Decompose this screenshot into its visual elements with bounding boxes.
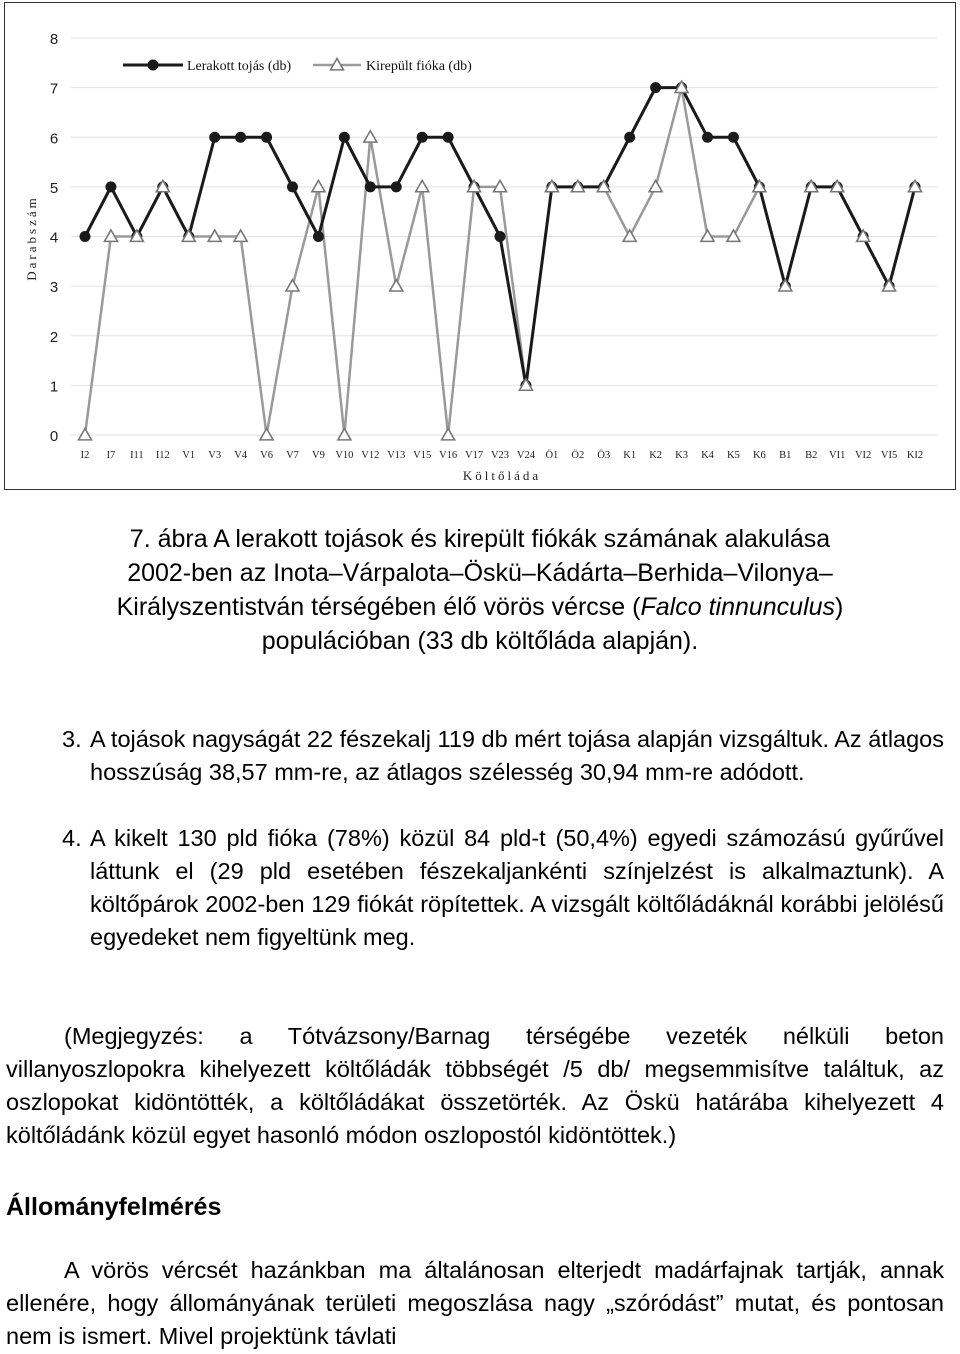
data-point — [417, 132, 428, 143]
data-point — [287, 181, 298, 192]
x-tick-label: V1 — [182, 450, 196, 461]
x-tick-label: I11 — [130, 450, 144, 461]
x-tick-label: V10 — [335, 450, 354, 461]
caption-text: Királyszentistván térségében élő vörös vércse ( — [116, 593, 641, 621]
y-tick-label: 0 — [49, 428, 59, 445]
line-chart — [5, 3, 955, 489]
x-tick-label: Ö2 — [571, 450, 585, 461]
x-tick-label: V24 — [516, 450, 535, 461]
figure-caption — [40, 522, 920, 658]
data-point — [443, 132, 454, 143]
data-point — [365, 181, 376, 192]
data-point — [702, 132, 713, 143]
data-point — [650, 82, 661, 93]
x-tick-label: I12 — [155, 450, 170, 461]
data-point — [339, 132, 350, 143]
list-item-text: A kikelt 130 pld fióka (78%) közül 84 pld-t (50,4%) egyedi számozású gyűrűvel láttunk el (29 pld esetében fészekaljankénti színjelzést is alkalmaztunk). A költőpárok 2002-ben 129 fiókát röpítettek. A vizsgált költőládáknál korábbi jelölésű egyedeket nem figyeltünk meg. — [90, 825, 944, 950]
x-tick-label: V3 — [208, 450, 222, 461]
data-point — [390, 280, 403, 291]
data-point — [105, 181, 116, 192]
y-tick-label: 4 — [49, 229, 59, 247]
list-item-number: 3. — [62, 726, 82, 752]
x-axis-title: Költőláda — [462, 468, 542, 483]
x-tick-label: I2 — [80, 450, 90, 461]
y-tick-label: 8 — [49, 31, 59, 48]
data-point — [623, 230, 636, 241]
x-tick-label: K3 — [675, 450, 688, 461]
y-axis-title: Darabszám — [24, 195, 39, 281]
data-point — [209, 132, 220, 143]
list-item — [62, 822, 944, 954]
data-point — [313, 231, 324, 242]
x-tick-label: VI5 — [880, 450, 898, 461]
y-tick-label: 7 — [49, 80, 59, 98]
data-point — [235, 132, 246, 143]
x-tick-label: VI1 — [829, 450, 846, 461]
x-tick-label: V6 — [260, 450, 273, 461]
data-point — [391, 181, 402, 192]
x-tick-label: B2 — [805, 450, 818, 461]
x-tick-label: KI2 — [906, 450, 924, 461]
legend-label: Kirepült fióka (db) — [366, 59, 472, 74]
legend-label: Lerakott tojás (db) — [187, 59, 292, 74]
data-point — [495, 231, 506, 242]
species-name: Falco tinnunculus — [640, 593, 836, 621]
body-paragraph: A vörös vércsét hazánkban ma általánosan elterjedt madárfajnak tartják, annak ellenére, hogy állományának területi megoszlása nagy „szóródást” mutat, és pontosan nem is ismert. Mivel projektünk távlati — [6, 1257, 944, 1349]
note-paragraph: (Megjegyzés: a Tótvázsony/Barnag térségébe vezeték nélküli beton villanyoszlopokra kihelyezett költőládák többségét /5 db/ megsemmisítve találtuk, az oszlopokat kidöntötték, a költőládákat összetörték. Az Öskü határába kihelyezett 4 költőládánk közül egyet hasonló módon oszlopostól kidöntöttek.) — [6, 1023, 944, 1148]
caption-line: 2002-ben az Inota–Várpalota–Öskü–Kádárta–Berhida–Vilonya– — [127, 559, 833, 587]
x-tick-label: V7 — [286, 450, 299, 461]
data-point — [624, 132, 635, 143]
list-item — [62, 723, 944, 789]
x-tick-label: VI2 — [854, 450, 872, 461]
data-point — [649, 180, 662, 191]
section-heading: Állományfelmérés — [6, 1193, 222, 1221]
data-point — [338, 429, 351, 440]
data-point — [80, 231, 91, 242]
x-tick-label: Ö3 — [597, 450, 611, 461]
data-point — [312, 180, 325, 191]
y-tick-label: 3 — [49, 279, 59, 297]
data-point — [416, 180, 429, 191]
x-tick-label: V12 — [361, 450, 380, 461]
x-tick-label: V16 — [439, 450, 458, 461]
x-tick-label: V15 — [413, 450, 432, 461]
data-point — [728, 132, 739, 143]
caption-line: populációban (33 db költőláda alapján). — [261, 627, 699, 655]
x-tick-label: V13 — [387, 450, 406, 461]
x-tick-label: V23 — [490, 450, 510, 461]
x-tick-label: K1 — [623, 450, 637, 461]
data-point — [79, 429, 92, 440]
x-tick-label: V4 — [234, 450, 248, 461]
data-point — [261, 132, 272, 143]
y-tick-label: 5 — [49, 179, 59, 197]
caption-text: ) — [835, 593, 844, 621]
x-tick-label: K2 — [649, 450, 663, 461]
x-tick-label: B1 — [779, 450, 792, 461]
y-tick-label: 6 — [49, 130, 59, 148]
data-point — [286, 280, 299, 291]
list-item-number: 4. — [62, 825, 82, 851]
x-tick-label: K4 — [701, 450, 714, 461]
y-tick-label: 1 — [49, 378, 59, 396]
caption-line: 7. ábra A lerakott tojások és kirepült fiókák számának alakulása — [129, 525, 831, 553]
x-tick-label: K6 — [752, 450, 766, 461]
list-item-text: A tojások nagyságát 22 fészekalj 119 db mért tojása alapján vizsgáltuk. Az átlagos hosszúság 38,57 mm-re, az átlagos szélesség 30,94 mm-re adódott. — [90, 726, 944, 785]
x-tick-label: V9 — [312, 450, 325, 461]
data-point — [364, 131, 377, 142]
x-tick-label: V17 — [465, 450, 484, 461]
x-tick-label: K5 — [727, 450, 740, 461]
data-point — [442, 429, 455, 440]
caption-line — [40, 590, 920, 624]
data-point — [260, 429, 273, 440]
y-tick-label: 2 — [49, 328, 59, 346]
chart-frame — [4, 2, 956, 490]
x-tick-label: Ö1 — [545, 450, 559, 461]
x-tick-label: I7 — [106, 450, 116, 461]
data-point — [148, 60, 159, 71]
